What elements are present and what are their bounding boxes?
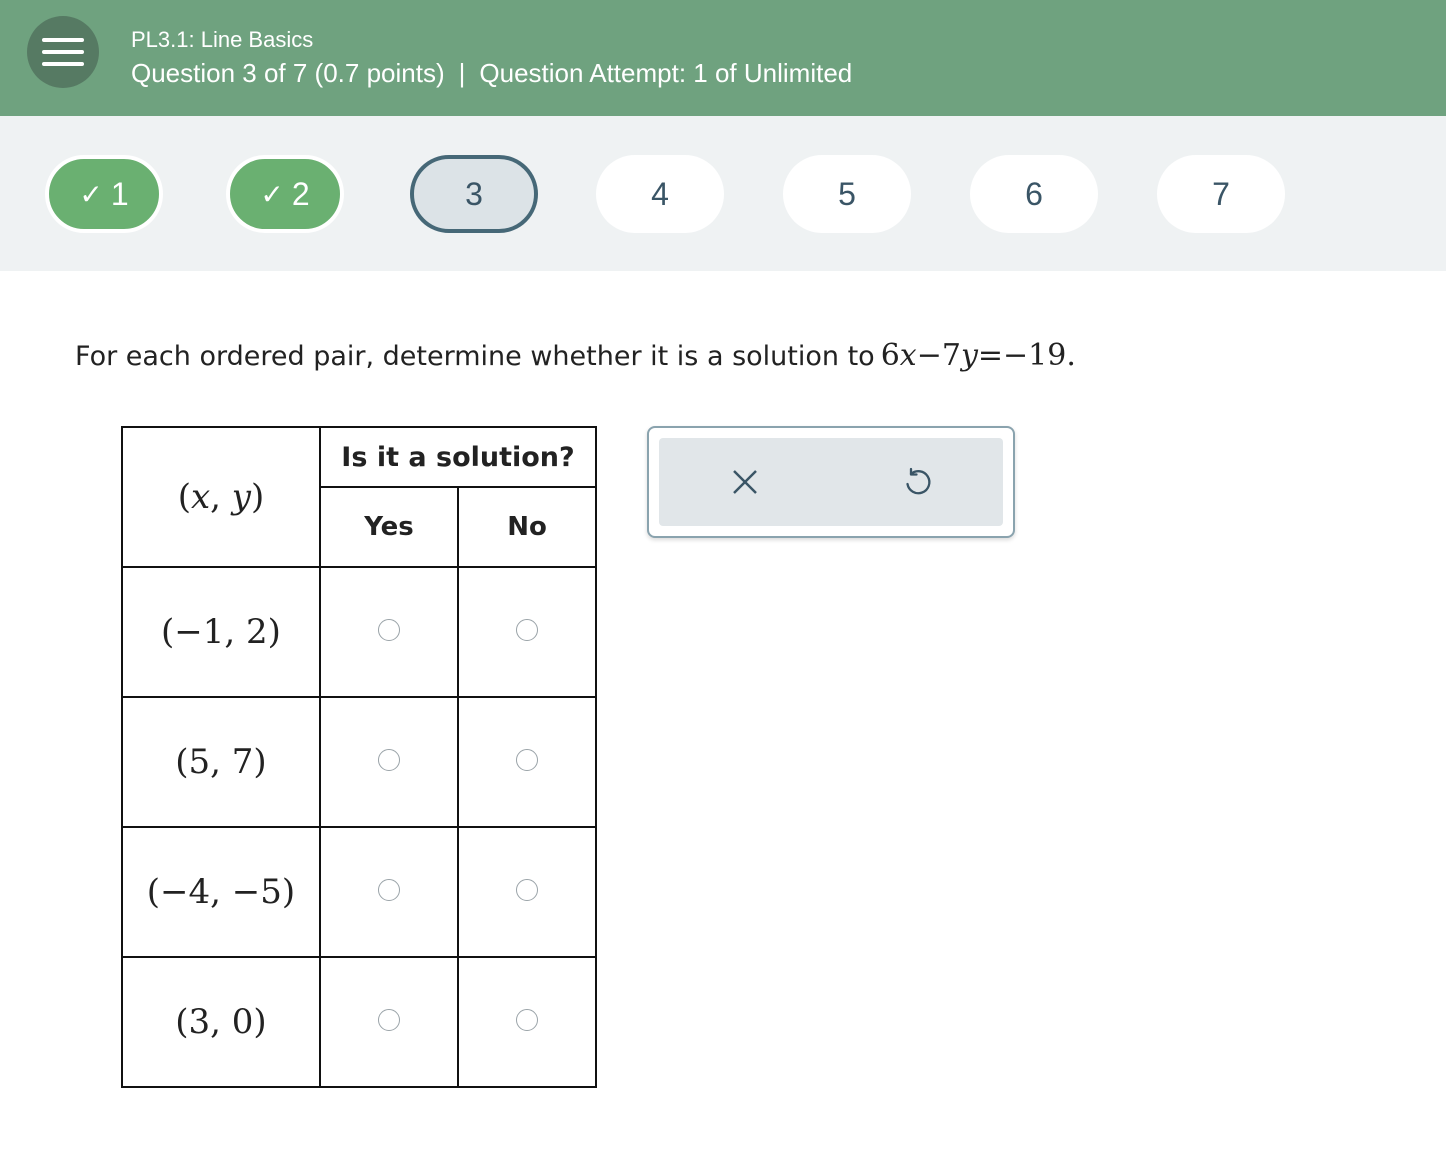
question-pill-label: 7 xyxy=(1212,175,1230,212)
answer-tools-panel xyxy=(647,426,1015,538)
yes-radio[interactable] xyxy=(378,749,400,771)
table-row xyxy=(122,697,596,827)
yes-cell xyxy=(320,697,458,827)
ordered-pair: (5, 7) xyxy=(122,697,320,827)
pair-column-header xyxy=(122,427,320,567)
question-pill-3[interactable] xyxy=(410,155,538,233)
undo-icon xyxy=(901,466,933,498)
var-x: x xyxy=(190,477,211,517)
undo-button[interactable] xyxy=(893,458,941,506)
question-prompt xyxy=(75,338,1076,373)
question-pill-7[interactable] xyxy=(1157,155,1285,233)
table-row xyxy=(122,957,596,1087)
assignment-title: PL3.1: Line Basics xyxy=(131,27,314,52)
question-pill-label: 1 xyxy=(110,175,129,212)
yes-radio[interactable] xyxy=(378,879,400,901)
question-pill-2[interactable] xyxy=(226,155,344,233)
question-pill-label: 6 xyxy=(1025,175,1043,212)
attempt-info: Question Attempt: 1 of Unlimited xyxy=(479,58,853,88)
eq-coef-b: 7 xyxy=(941,338,961,373)
question-pill-5[interactable] xyxy=(783,155,911,233)
question-pill-label: 2 xyxy=(291,175,310,212)
paren-close: ) xyxy=(251,477,265,517)
var-y: y xyxy=(231,477,252,517)
yes-radio[interactable] xyxy=(378,1009,400,1031)
yes-cell xyxy=(320,827,458,957)
equation xyxy=(881,338,1076,373)
question-pill-1[interactable] xyxy=(45,155,163,233)
solution-table xyxy=(121,426,597,1088)
solution-group-header: Is it a solution? xyxy=(320,427,596,487)
no-cell xyxy=(458,567,596,697)
tools-toolbar xyxy=(659,438,1003,526)
ordered-pair: (3, 0) xyxy=(122,957,320,1087)
question-info-line xyxy=(131,58,852,89)
eq-equals: = xyxy=(977,338,1004,373)
table-row xyxy=(122,827,596,957)
yes-cell xyxy=(320,957,458,1087)
no-cell xyxy=(458,827,596,957)
question-pill-label: 3 xyxy=(465,175,483,212)
close-icon xyxy=(731,468,759,496)
header-separator: | xyxy=(458,58,466,88)
no-column-header: No xyxy=(458,487,596,567)
no-radio[interactable] xyxy=(516,619,538,641)
clear-button[interactable] xyxy=(721,458,769,506)
paren-open: ( xyxy=(177,477,191,517)
no-radio[interactable] xyxy=(516,749,538,771)
header-bar xyxy=(0,0,1446,116)
no-cell xyxy=(458,957,596,1087)
table-row xyxy=(122,567,596,697)
question-pill-label: 4 xyxy=(651,175,669,212)
hamburger-menu-icon[interactable] xyxy=(27,16,99,88)
yes-radio[interactable] xyxy=(378,619,400,641)
comma: , xyxy=(210,477,221,517)
no-radio[interactable] xyxy=(516,879,538,901)
ordered-pair: (−1, 2) xyxy=(122,567,320,697)
yes-cell xyxy=(320,567,458,697)
eq-rhs: −19 xyxy=(1003,338,1067,373)
ordered-pair: (−4, −5) xyxy=(122,827,320,957)
yes-column-header: Yes xyxy=(320,487,458,567)
checkmark-icon: ✓ xyxy=(260,178,284,210)
no-radio[interactable] xyxy=(516,1009,538,1031)
question-pill-4[interactable] xyxy=(596,155,724,233)
question-info: Question 3 of 7 (0.7 points) xyxy=(131,58,445,88)
prompt-text: For each ordered pair, determine whether it is a solution to xyxy=(75,341,875,372)
no-cell xyxy=(458,697,596,827)
checkmark-icon: ✓ xyxy=(79,178,103,210)
question-navigation xyxy=(0,116,1446,271)
question-pill-6[interactable] xyxy=(970,155,1098,233)
eq-var-x: x xyxy=(899,338,917,373)
eq-period: . xyxy=(1066,338,1076,373)
eq-var-y: y xyxy=(960,338,978,373)
eq-coef-a: 6 xyxy=(880,338,900,373)
eq-minus: − xyxy=(916,338,942,373)
question-pill-label: 5 xyxy=(838,175,856,212)
